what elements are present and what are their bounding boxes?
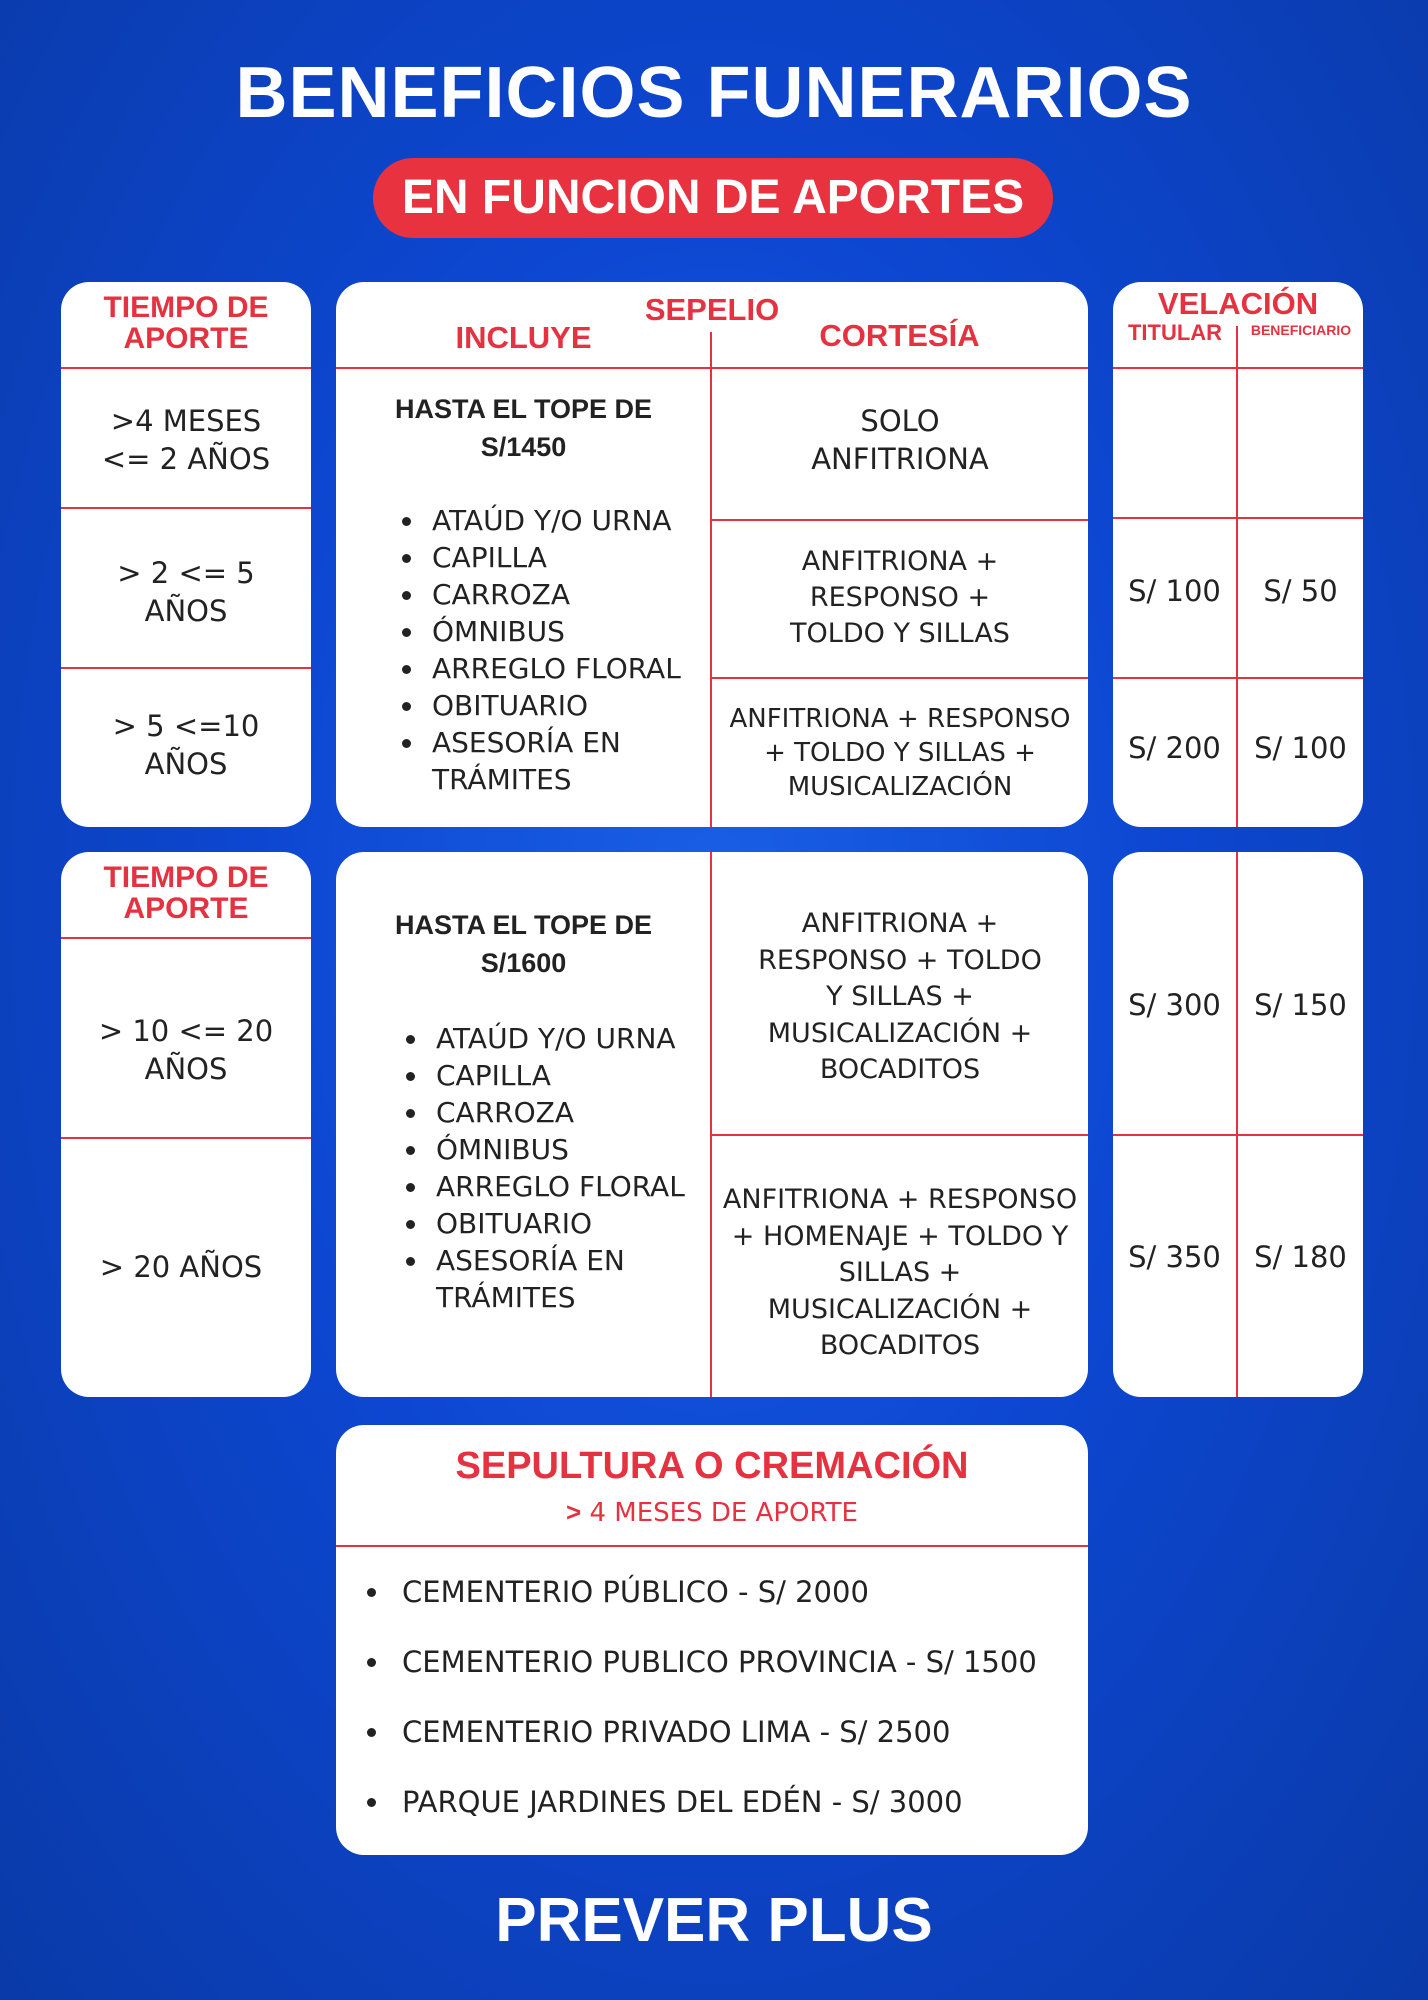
tiempo-card-1: [61, 282, 311, 827]
velacion-beneficiario: S/ 100: [1254, 731, 1347, 765]
velacion-titular: S/ 200: [1128, 731, 1221, 765]
sepelio-card-2: [336, 852, 1088, 1397]
velacion-beneficiario: S/ 180: [1254, 1240, 1347, 1274]
list-item: • ÓMNIBUS: [426, 613, 726, 650]
cementerio-list: [336, 1557, 1088, 1837]
page-title: BENEFICIOS FUNERARIOS: [235, 53, 1193, 133]
tiempo-header: TIEMPO DE APORTE: [103, 291, 269, 355]
greater-than-sign: >: [566, 1497, 582, 1527]
list-item: • PARQUE JARDINES DEL EDÉN - S/ 3000: [392, 1767, 1088, 1837]
list-item: • ASESORÍA EN TRÁMITES: [430, 1242, 636, 1316]
list-item: • CEMENTERIO PUBLICO PROVINCIA - S/ 1500: [392, 1627, 1088, 1697]
list-item: • ARREGLO FLORAL: [426, 650, 726, 687]
list-item: • ARREGLO FLORAL: [430, 1168, 730, 1205]
cortesia-row: ANFITRIONA + RESPONSO + TOLDO Y SILLAS: [790, 546, 1010, 649]
list-item: • ATAÚD Y/O URNA: [430, 1020, 730, 1057]
velacion-card-2: [1113, 852, 1363, 1397]
list-item: • OBITUARIO: [430, 1205, 730, 1242]
subtitle-text: 4 MESES DE APORTE: [581, 1498, 858, 1528]
list-item: • CEMENTERIO PÚBLICO - S/ 2000: [392, 1557, 1088, 1627]
list-item: • ÓMNIBUS: [430, 1131, 730, 1168]
tiempo-row: >4 MESES <= 2 AÑOS: [101, 404, 271, 476]
subtitle-badge: EN FUNCION DE APORTES: [373, 158, 1053, 238]
titular-header: TITULAR: [1127, 320, 1223, 345]
incluye-header: INCLUYE: [455, 320, 592, 355]
list-item: • ATAÚD Y/O URNA: [426, 502, 726, 539]
velacion-header: VELACIÓN: [1157, 286, 1319, 321]
cortesia-row: ANFITRIONA + RESPONSO + HOMENAJE + TOLDO Y SILLAS + MUSICALIZACIÓN + BOCADITOS: [722, 1184, 1078, 1361]
velacion-card-1: [1113, 282, 1363, 827]
tiempo-row: > 2 <= 5 AÑOS: [117, 556, 255, 628]
tiempo-row: > 5 <=10 AÑOS: [112, 709, 260, 781]
list-item: • CARROZA: [430, 1094, 730, 1131]
velacion-titular: S/ 100: [1128, 574, 1221, 608]
list-item: • OBITUARIO: [426, 687, 726, 724]
list-item: • CAPILLA: [430, 1057, 730, 1094]
incluye-list: [386, 502, 726, 798]
list-item: • ASESORÍA EN TRÁMITES: [426, 724, 632, 798]
velacion-titular: S/ 300: [1128, 988, 1221, 1022]
cortesia-row: ANFITRIONA + RESPONSO + TOLDO Y SILLAS + MUSICALIZACIÓN: [729, 704, 1071, 802]
tiempo-row: > 10 <= 20 AÑOS: [98, 1014, 274, 1086]
tope-label: HASTA EL TOPE DE S/1450: [394, 394, 653, 462]
brand-footer: PREVER PLUS: [495, 1886, 933, 1955]
sepultura-subtitle: [336, 1497, 1088, 1528]
tope-label: HASTA EL TOPE DE S/1600: [394, 910, 653, 978]
tiempo-row: > 20 AÑOS: [99, 1250, 263, 1284]
list-item: • CAPILLA: [426, 539, 726, 576]
velacion-beneficiario: S/ 50: [1263, 574, 1338, 608]
tiempo-header: TIEMPO DE APORTE: [103, 861, 269, 925]
sepelio-header: SEPELIO: [644, 292, 780, 327]
tiempo-card-2: [61, 852, 311, 1397]
cortesia-row: ANFITRIONA + RESPONSO + TOLDO Y SILLAS + MUSICALIZACIÓN + BOCADITOS: [758, 908, 1042, 1085]
beneficiario-header: BENEFICIARIO: [1250, 322, 1352, 338]
sepultura-title: SEPULTURA O CREMACIÓN: [455, 1445, 969, 1487]
sepelio-card-1: [336, 282, 1088, 827]
list-item: • CARROZA: [426, 576, 726, 613]
sepultura-card: [336, 1425, 1088, 1855]
velacion-titular: S/ 350: [1128, 1240, 1221, 1274]
list-item: • CEMENTERIO PRIVADO LIMA - S/ 2500: [392, 1697, 1088, 1767]
cortesia-header: CORTESÍA: [819, 318, 980, 353]
velacion-beneficiario: S/ 150: [1254, 988, 1347, 1022]
cortesia-row: SOLO ANFITRIONA: [811, 404, 989, 476]
incluye-list: [390, 1020, 730, 1316]
